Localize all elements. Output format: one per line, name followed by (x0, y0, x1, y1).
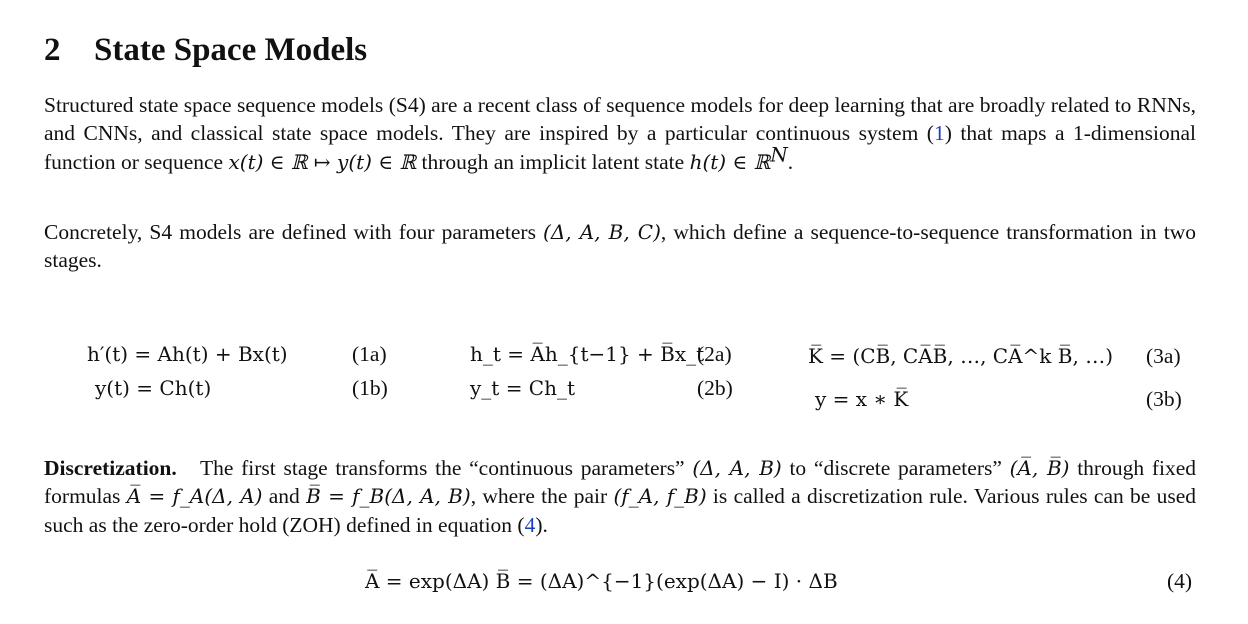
section-number: 2 (44, 32, 61, 68)
equation-1a: h′(t) = Ah(t) + Bx(t) (87, 342, 288, 366)
math-discrete-params: (A̅, B̅) (1009, 456, 1070, 480)
paragraph-parameters: Concretely, S4 models are defined with four parameters (Δ, A, B, C), which define a sequence-to-sequence transformation in two stages. (44, 220, 1196, 273)
math-params: (Δ, A, B, C) (543, 220, 661, 244)
section-title: State Space Models (94, 32, 368, 68)
equation-label-1b: (1b) (352, 376, 388, 400)
math-continuous-params: (Δ, A, B) (692, 456, 782, 480)
equation-2b: y_t = Ch_t (470, 376, 576, 400)
paragraph-discretization: Discretization. The first stage transforms the “continuous parameters” (Δ, A, B) to “discrete parameters” (A̅, B̅) through fixed formulas A̅ = f_A(Δ, A) and B̅ = f_B(Δ, A, B), where the pair (f_A, f_B) is called a discretization rule. Various rules can be used such as the zero-order hold (ZOH) defined in equation (4). (44, 456, 1197, 537)
equation-3a: K̅ = (CB̅, CA̅B̅, …, CA̅^k B̅, …) (808, 344, 1113, 368)
equation-2a: h_t = A̅h_{t−1} + B̅x_t (470, 342, 705, 366)
equation-4: A̅ = exp(ΔA) B̅ = (ΔA)^{−1}(exp(ΔA) − I) · ΔB (365, 569, 838, 593)
section-heading (44, 30, 367, 70)
equation-3b: y = x ∗ K̅ (815, 387, 909, 411)
equation-label-2a: (2a) (697, 342, 732, 366)
math-fa-formula: A̅ = f_A(Δ, A) (126, 484, 263, 509)
equation-label-3b: (3b) (1146, 387, 1182, 411)
equation-label-1a: (1a) (352, 342, 387, 366)
math-map: x(t) ∈ ℝ ↦ y(t) ∈ ℝ (228, 149, 417, 174)
equation-ref-1[interactable]: 1 (933, 121, 945, 146)
paragraph-label-discretization: Discretization. (44, 456, 177, 480)
paragraph-intro: Structured state space sequence models (S4) are a recent class of sequence models for deep learning that are broadly related to RNNs, and CNNs, and classical state space models. They are inspired by a particular continuous system (1) that maps a 1-dimensional function or sequence x(t) ∈ ℝ ↦ y(t) ∈ ℝ through an implicit latent state h(t) ∈ ℝ$^N$. (44, 93, 1196, 174)
equation-1b: y(t) = Ch(t) (95, 376, 212, 400)
equation-label-2b: (2b) (697, 376, 733, 400)
equation-label-3a: (3a) (1146, 344, 1181, 368)
equation-ref-4[interactable]: 4 (524, 512, 536, 537)
math-fb-formula: B̅ = f_B(Δ, A, B) (306, 484, 471, 509)
math-pair: (f_A, f_B) (613, 484, 707, 509)
equation-label-4: (4) (1167, 569, 1193, 593)
math-state: h(t) ∈ ℝ$^N$ (689, 142, 788, 174)
